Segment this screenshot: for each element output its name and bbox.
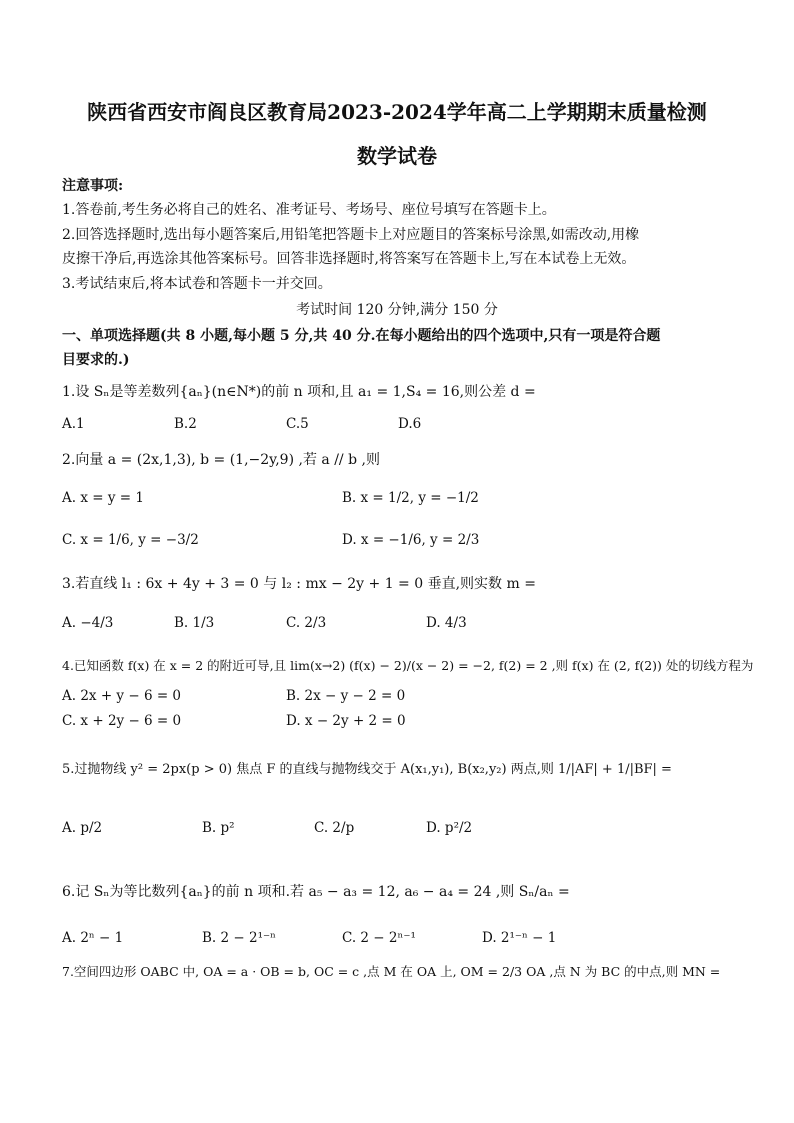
q2-option-c: C. x = 1/6, y = −3/2	[62, 532, 199, 548]
q6-option-b: B. 2 − 2¹⁻ⁿ	[202, 930, 276, 946]
q4-option-a: A. 2x + y − 6 = 0	[62, 688, 182, 704]
q2-option-a: A. x = y = 1	[62, 490, 144, 506]
question-7-stem: 7.空间四边形 OABC 中, OA = a · OB = b, OC = c ,点 M 在 OA 上, OM = 2/3 OA ,点 N 为 BC 的中点,则 MN =	[62, 964, 721, 979]
section-heading: 一、单项选择题(共 8 小题,每小题 5 分,共 40 分.在每小题给出的四个选项中,只有一项是符合题	[62, 328, 661, 344]
note-item-3: 3.考试结束后,将本试卷和答题卡一并交回。	[62, 276, 332, 292]
q1-option-d: D.6	[398, 416, 422, 432]
q5-option-d: D. p²/2	[426, 820, 473, 836]
exam-title: 陕西省西安市阎良区教育局2023-2024学年高二上学期期末质量检测	[87, 100, 707, 124]
question-1-stem: 1.设 Sₙ是等差数列{aₙ}(n∈N*)的前 n 项和,且 a₁ = 1,S₄ = 16,则公差 d =	[62, 384, 536, 400]
section-heading-cont: 目要求的.)	[62, 352, 130, 368]
q5-option-b: B. p²	[202, 820, 235, 836]
q4-option-c: C. x + 2y − 6 = 0	[62, 713, 182, 729]
q3-option-a: A. −4/3	[62, 615, 114, 631]
exam-info: 考试时间 120 分钟,满分 150 分	[296, 302, 498, 318]
q6-option-a: A. 2ⁿ − 1	[62, 930, 124, 946]
q2-option-b: B. x = 1/2, y = −1/2	[342, 490, 479, 506]
q5-option-c: C. 2/p	[314, 820, 355, 836]
q2-option-d: D. x = −1/6, y = 2/3	[342, 532, 480, 548]
question-4-stem: 4.已知函数 f(x) 在 x = 2 的附近可导,且 lim(x→2) (f(x) − 2)/(x − 2) = −2, f(2) = 2 ,则 f(x) 在 (2, f(2)) 处的切线方程为	[62, 658, 754, 673]
q1-option-c: C.5	[286, 416, 309, 432]
question-3-stem: 3.若直线 l₁ : 6x + 4y + 3 = 0 与 l₂ : mx − 2y + 1 = 0 垂直,则实数 m =	[62, 576, 536, 592]
q4-option-b: B. 2x − y − 2 = 0	[286, 688, 406, 704]
q1-option-a: A.1	[62, 416, 85, 432]
q5-option-a: A. p/2	[62, 820, 103, 836]
note-item-2-cont: 皮擦干净后,再选涂其他答案标号。回答非选择题时,将答案写在答题卡上,写在本试卷上无效。	[62, 251, 636, 267]
q6-option-c: C. 2 − 2ⁿ⁻¹	[342, 930, 416, 946]
q3-option-b: B. 1/3	[174, 615, 215, 631]
exam-subtitle: 数学试卷	[357, 144, 437, 168]
q3-option-d: D. 4/3	[426, 615, 467, 631]
note-item-2: 2.回答选择题时,选出每小题答案后,用铅笔把答题卡上对应题目的答案标号涂黑,如需改动,用橡	[62, 227, 640, 243]
note-item-1: 1.答卷前,考生务必将自己的姓名、准考证号、考场号、座位号填写在答题卡上。	[62, 202, 556, 218]
question-5-stem: 5.过抛物线 y² = 2px(p > 0) 焦点 F 的直线与抛物线交于 A(x₁,y₁), B(x₂,y₂) 两点,则 1/|AF| + 1/|BF| =	[62, 762, 672, 777]
q6-option-d: D. 2¹⁻ⁿ − 1	[482, 930, 557, 946]
q3-option-c: C. 2/3	[286, 615, 327, 631]
q4-option-d: D. x − 2y + 2 = 0	[286, 713, 406, 729]
question-2-stem: 2.向量 a = (2x,1,3), b = (1,−2y,9) ,若 a // b ,则	[62, 452, 380, 468]
q1-option-b: B.2	[174, 416, 197, 432]
notes-heading: 注意事项:	[62, 178, 124, 194]
question-6-stem: 6.记 Sₙ为等比数列{aₙ}的前 n 项和.若 a₅ − a₃ = 12, a₆ − a₄ = 24 ,则 Sₙ/aₙ =	[62, 884, 570, 900]
